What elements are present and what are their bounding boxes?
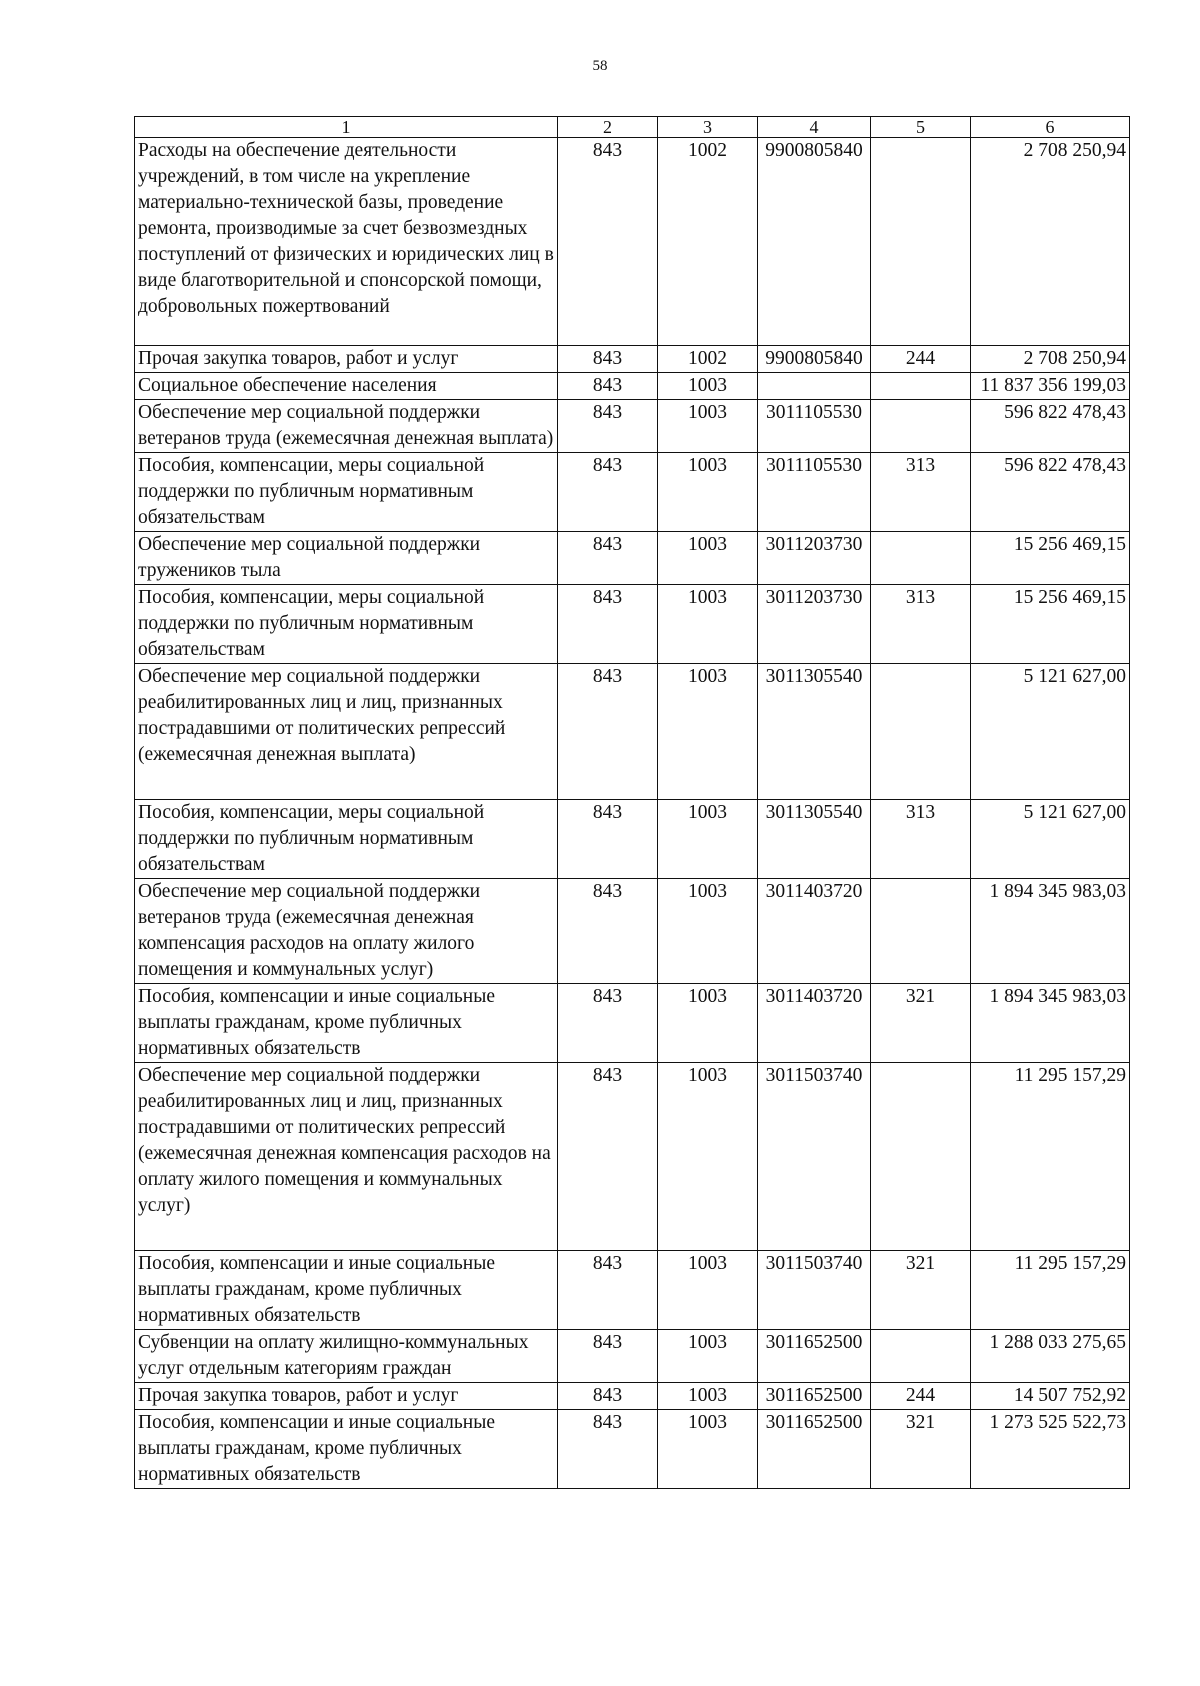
expense-name-cell: Пособия, компенсации, меры социальной поддержки по публичным нормативным обязательствам [135, 453, 558, 532]
expense-name-cell: Обеспечение мер социальной поддержки ветеранов труда (ежемесячная денежная компенсация расходов на оплату жилого помещения и коммунальных услуг) [135, 879, 558, 984]
department-code-cell: 843 [558, 453, 658, 532]
table-row [135, 373, 1130, 400]
target-article-cell: 3011105530 [758, 400, 871, 453]
expense-name-cell: Пособия, компенсации, меры социальной поддержки по публичным нормативным обязательствам [135, 800, 558, 879]
section-code-cell: 1003 [658, 532, 758, 585]
expense-type-cell: 313 [871, 453, 971, 532]
expense-type-cell [871, 1330, 971, 1383]
amount-cell: 1 894 345 983,03 [971, 984, 1130, 1063]
expense-type-cell [871, 879, 971, 984]
column-header: 2 [558, 117, 658, 138]
table-row [135, 664, 1130, 800]
table-row [135, 984, 1130, 1063]
table-row [135, 1383, 1130, 1410]
expense-type-cell [871, 1063, 971, 1251]
section-code-cell: 1003 [658, 453, 758, 532]
section-code-cell: 1002 [658, 138, 758, 346]
target-article-cell: 3011305540 [758, 664, 871, 800]
table-row [135, 138, 1130, 346]
table-row [135, 346, 1130, 373]
target-article-cell: 9900805840 [758, 346, 871, 373]
expense-type-cell: 313 [871, 800, 971, 879]
amount-cell: 5 121 627,00 [971, 664, 1130, 800]
department-code-cell: 843 [558, 800, 658, 879]
table-row [135, 453, 1130, 532]
column-header: 6 [971, 117, 1130, 138]
expense-name-cell: Пособия, компенсации и иные социальные выплаты гражданам, кроме публичных нормативных обязательств [135, 1410, 558, 1489]
section-code-cell: 1003 [658, 879, 758, 984]
department-code-cell: 843 [558, 1383, 658, 1410]
target-article-cell: 3011305540 [758, 800, 871, 879]
department-code-cell: 843 [558, 1410, 658, 1489]
amount-cell: 15 256 469,15 [971, 532, 1130, 585]
expense-type-cell [871, 664, 971, 800]
target-article-cell: 3011503740 [758, 1063, 871, 1251]
department-code-cell: 843 [558, 879, 658, 984]
target-article-cell: 3011652500 [758, 1410, 871, 1489]
budget-table [134, 116, 1130, 1489]
table-row [135, 585, 1130, 664]
amount-cell: 596 822 478,43 [971, 400, 1130, 453]
page-number: 58 [592, 58, 608, 74]
section-code-cell: 1003 [658, 664, 758, 800]
table-row [135, 1251, 1130, 1330]
amount-cell: 596 822 478,43 [971, 453, 1130, 532]
table-row [135, 1063, 1130, 1251]
column-header: 1 [135, 117, 558, 138]
expense-type-cell: 321 [871, 984, 971, 1063]
table-row [135, 1330, 1130, 1383]
amount-cell: 2 708 250,94 [971, 346, 1130, 373]
expense-name-cell: Расходы на обеспечение деятельности учреждений, в том числе на укрепление материально-технической базы, проведение ремонта, производимые за счет безвозмездных поступлений от физических и юридических лиц в виде благотворительной и спонсорской помощи, добровольных пожертвований [135, 138, 558, 346]
expense-name-cell: Пособия, компенсации и иные социальные выплаты гражданам, кроме публичных нормативных обязательств [135, 1251, 558, 1330]
amount-cell: 1 273 525 522,73 [971, 1410, 1130, 1489]
expense-type-cell [871, 373, 971, 400]
section-code-cell: 1003 [658, 1410, 758, 1489]
target-article-cell: 3011652500 [758, 1383, 871, 1410]
expense-type-cell [871, 400, 971, 453]
section-code-cell: 1003 [658, 800, 758, 879]
target-article-cell: 3011203730 [758, 585, 871, 664]
expense-name-cell: Социальное обеспечение населения [135, 373, 558, 400]
header-row [135, 117, 1130, 138]
expense-type-cell [871, 138, 971, 346]
expense-name-cell: Обеспечение мер социальной поддержки тружеников тыла [135, 532, 558, 585]
department-code-cell: 843 [558, 373, 658, 400]
expense-name-cell: Субвенции на оплату жилищно-коммунальных услуг отдельным категориям граждан [135, 1330, 558, 1383]
expense-type-cell: 244 [871, 1383, 971, 1410]
amount-cell: 11 295 157,29 [971, 1251, 1130, 1330]
amount-cell: 14 507 752,92 [971, 1383, 1130, 1410]
expense-type-cell: 321 [871, 1251, 971, 1330]
expense-name-cell: Прочая закупка товаров, работ и услуг [135, 1383, 558, 1410]
expense-name-cell: Обеспечение мер социальной поддержки ветеранов труда (ежемесячная денежная выплата) [135, 400, 558, 453]
target-article-cell: 3011403720 [758, 984, 871, 1063]
target-article-cell: 3011105530 [758, 453, 871, 532]
department-code-cell: 843 [558, 400, 658, 453]
table-row [135, 532, 1130, 585]
department-code-cell: 843 [558, 1251, 658, 1330]
section-code-cell: 1003 [658, 984, 758, 1063]
target-article-cell: 9900805840 [758, 138, 871, 346]
department-code-cell: 843 [558, 984, 658, 1063]
expense-type-cell [871, 532, 971, 585]
expense-name-cell: Пособия, компенсации и иные социальные выплаты гражданам, кроме публичных нормативных обязательств [135, 984, 558, 1063]
section-code-cell: 1003 [658, 400, 758, 453]
department-code-cell: 843 [558, 346, 658, 373]
department-code-cell: 843 [558, 532, 658, 585]
expense-name-cell: Пособия, компенсации, меры социальной поддержки по публичным нормативным обязательствам [135, 585, 558, 664]
table-row [135, 879, 1130, 984]
section-code-cell: 1003 [658, 585, 758, 664]
amount-cell: 1 894 345 983,03 [971, 879, 1130, 984]
target-article-cell: 3011203730 [758, 532, 871, 585]
column-header: 4 [758, 117, 871, 138]
section-code-cell: 1003 [658, 1251, 758, 1330]
table-row [135, 1410, 1130, 1489]
amount-cell: 5 121 627,00 [971, 800, 1130, 879]
section-code-cell: 1003 [658, 1063, 758, 1251]
amount-cell: 11 295 157,29 [971, 1063, 1130, 1251]
column-header: 5 [871, 117, 971, 138]
expense-name-cell: Обеспечение мер социальной поддержки реабилитированных лиц и лиц, признанных пострадавшими от политических репрессий (ежемесячная денежная выплата) [135, 664, 558, 800]
expense-name-cell: Обеспечение мер социальной поддержки реабилитированных лиц и лиц, признанных пострадавшими от политических репрессий (ежемесячная денежная компенсация расходов на оплату жилого помещения и коммунальных услуг) [135, 1063, 558, 1251]
expense-type-cell: 313 [871, 585, 971, 664]
target-article-cell: 3011652500 [758, 1330, 871, 1383]
department-code-cell: 843 [558, 138, 658, 346]
amount-cell: 1 288 033 275,65 [971, 1330, 1130, 1383]
amount-cell: 15 256 469,15 [971, 585, 1130, 664]
table-row [135, 800, 1130, 879]
department-code-cell: 843 [558, 1330, 658, 1383]
expense-name-cell: Прочая закупка товаров, работ и услуг [135, 346, 558, 373]
amount-cell: 2 708 250,94 [971, 138, 1130, 346]
column-header: 3 [658, 117, 758, 138]
target-article-cell: 3011503740 [758, 1251, 871, 1330]
target-article-cell [758, 373, 871, 400]
table-row [135, 400, 1130, 453]
section-code-cell: 1003 [658, 373, 758, 400]
target-article-cell: 3011403720 [758, 879, 871, 984]
department-code-cell: 843 [558, 664, 658, 800]
expense-type-cell: 244 [871, 346, 971, 373]
section-code-cell: 1002 [658, 346, 758, 373]
department-code-cell: 843 [558, 1063, 658, 1251]
department-code-cell: 843 [558, 585, 658, 664]
amount-cell: 11 837 356 199,03 [971, 373, 1130, 400]
section-code-cell: 1003 [658, 1330, 758, 1383]
section-code-cell: 1003 [658, 1383, 758, 1410]
expense-type-cell: 321 [871, 1410, 971, 1489]
